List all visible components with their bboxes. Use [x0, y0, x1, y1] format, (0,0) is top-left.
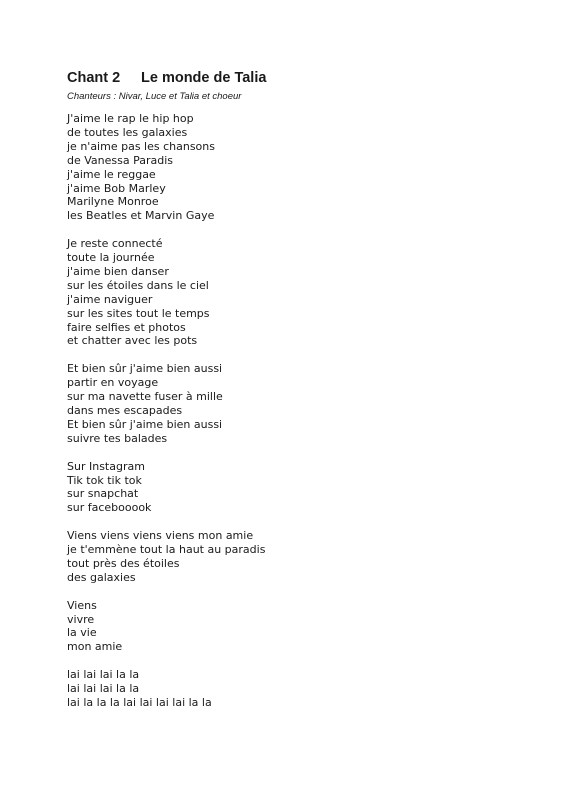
- stanza: [67, 460, 265, 516]
- lyric-line: Sur Instagram: [67, 459, 145, 473]
- lyric-line: je t'emmène tout la haut au paradis: [67, 543, 266, 557]
- singers-credit: Chanteurs : Nivar, Luce et Talia et choeur: [67, 91, 242, 102]
- lyric-line: de Vanessa Paradis: [67, 153, 174, 167]
- lyric-line: lai lai lai la la: [67, 682, 140, 696]
- lyric-line: j'aime naviguer: [67, 292, 153, 306]
- lyric-line: Viens viens viens viens mon amie: [67, 529, 254, 543]
- lyric-line: sur les étoiles dans le ciel: [67, 278, 209, 292]
- lyric-line: sur ma navette fuser à mille: [67, 390, 223, 404]
- lyric-line: la vie: [67, 626, 97, 640]
- lyric-line: vivre: [67, 612, 95, 626]
- lyric-line: lai la la la lai lai lai lai la la: [67, 695, 212, 709]
- lyric-line: j'aime bien danser: [67, 264, 169, 278]
- lyric-line: les Beatles et Marvin Gaye: [67, 209, 215, 223]
- lyric-line: et chatter avec les pots: [67, 334, 198, 348]
- lyrics: [67, 112, 265, 710]
- lyric-line: partir en voyage: [67, 376, 159, 390]
- lyric-line: mon amie: [67, 640, 123, 654]
- lyric-line: Et bien sûr j'aime bien aussi: [67, 417, 223, 431]
- song-name: Le monde de Talia: [141, 70, 267, 86]
- lyric-line: sur snapchat: [67, 487, 139, 501]
- lyric-line: Viens: [67, 598, 97, 612]
- stanza: [67, 112, 265, 223]
- lyric-line: J'aime le rap le hip hop: [67, 112, 194, 125]
- lyric-line: dans mes escapades: [67, 404, 183, 417]
- stanza: [67, 599, 265, 655]
- lyric-line: lai lai lai la la: [67, 668, 140, 682]
- lyric-line: tout près des étoiles: [67, 556, 180, 570]
- lyric-line: je n'aime pas les chansons: [67, 139, 215, 153]
- lyric-line: sur facebooook: [67, 501, 152, 515]
- lyric-line: sur les sites tout le temps: [67, 306, 210, 320]
- lyric-line: Je reste connecté: [67, 237, 163, 251]
- lyric-line: Tik tok tik tok: [67, 473, 142, 487]
- lyric-line: Et bien sûr j'aime bien aussi: [67, 362, 223, 376]
- lyric-line: suivre tes balades: [67, 431, 168, 445]
- song-number: Chant 2: [67, 70, 121, 86]
- stanza: [67, 362, 265, 445]
- lyric-line: j'aime Bob Marley: [67, 181, 166, 195]
- lyric-line: des galaxies: [67, 570, 136, 584]
- lyric-line: Marilyne Monroe: [67, 195, 159, 209]
- stanza: [67, 668, 265, 710]
- lyric-line: toute la journée: [67, 251, 155, 265]
- stanza: [67, 529, 265, 585]
- lyric-line: j'aime le reggae: [67, 167, 156, 181]
- lyric-line: faire selfies et photos: [67, 320, 186, 334]
- song-title: [67, 69, 266, 87]
- stanza: [67, 237, 265, 348]
- lyric-line: de toutes les galaxies: [67, 125, 188, 139]
